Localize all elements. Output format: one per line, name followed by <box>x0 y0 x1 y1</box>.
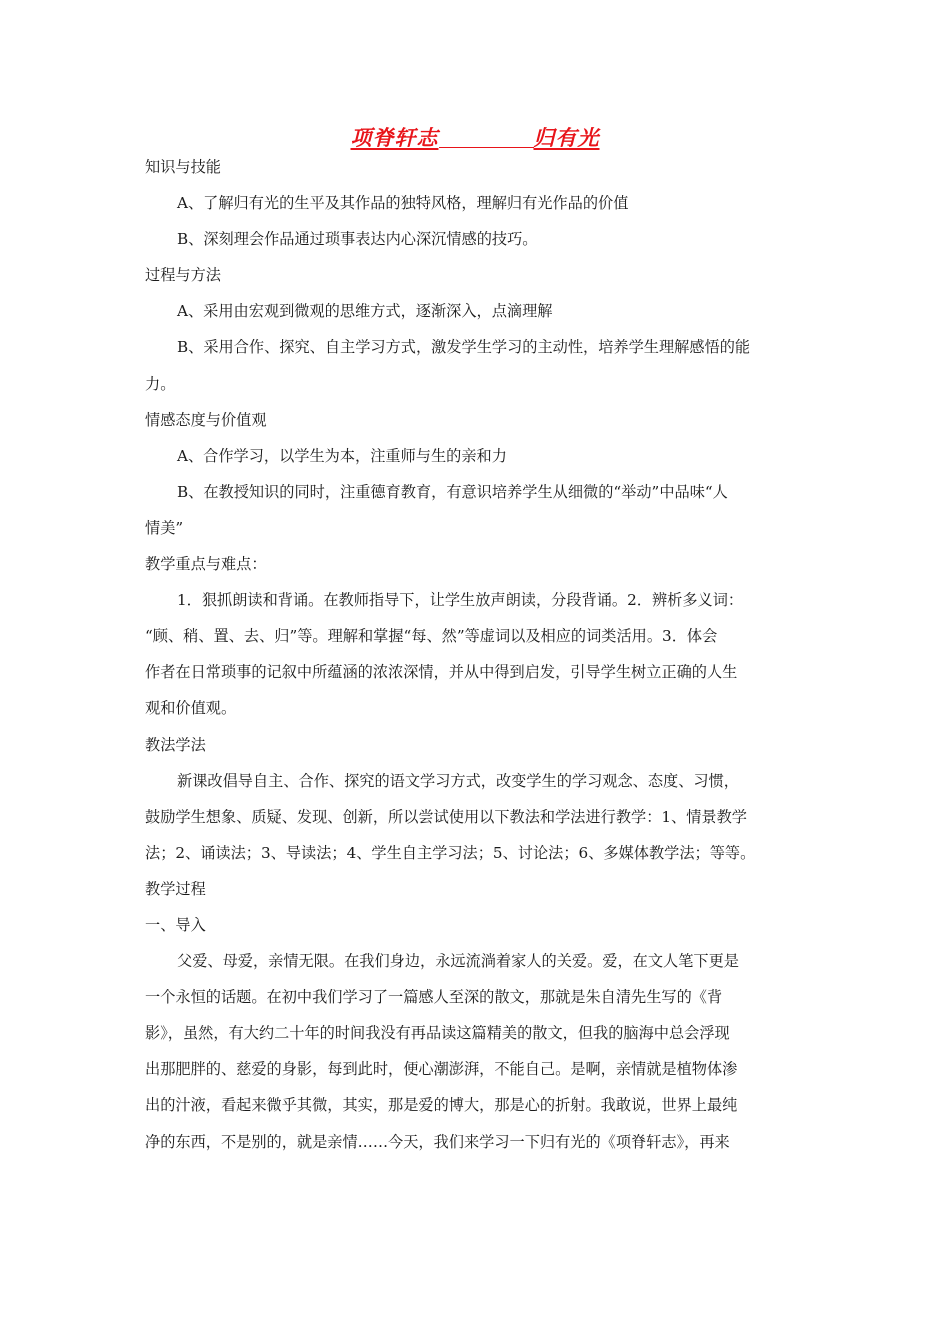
document-title <box>0 122 950 152</box>
title-author: 归有光 <box>533 126 600 150</box>
paragraph-line: A、采用由宏观到微观的思维方式，逐渐深入，点滴理解 <box>177 302 553 321</box>
paragraph-line: 鼓励学生想象、质疑、发现、创新，所以尝试使用以下教法和学法进行教学：1、情景教学 <box>145 807 747 826</box>
title-underline-gap <box>439 146 534 148</box>
section-heading: 情感态度与价值观 <box>145 410 267 429</box>
paragraph-line: 一个永恒的话题。在初中我们学习了一篇感人至深的散文，那就是朱自清先生写的《背 <box>145 988 723 1007</box>
section-heading: 教法学法 <box>145 735 206 754</box>
paragraph-line: 作者在日常琐事的记叙中所蕴涵的浓浓深情，并从中得到启发，引导学生树立正确的人生 <box>145 663 738 682</box>
paragraph-line: “顾、稍、置、去、归”等。理解和掌握“每、然”等虚词以及相应的词类活用。3．体会 <box>145 627 718 646</box>
paragraph-line: B、深刻理会作品通过琐事表达内心深沉情感的技巧。 <box>177 230 538 249</box>
paragraph-line: A、合作学习，以学生为本，注重师与生的亲和力 <box>177 446 507 465</box>
paragraph-line: 出的汁液，看起来微乎其微，其实，那是爱的博大，那是心的折射。我敢说，世界上最纯 <box>145 1096 738 1115</box>
paragraph-line: 净的东西，不是别的，就是亲情……今天，我们来学习一下归有光的《项脊轩志》，再来 <box>145 1132 730 1151</box>
paragraph-line: 父爱、母爱，亲情无限。在我们身边，永远流淌着家人的关爱。爱，在文人笔下更是 <box>177 952 739 971</box>
paragraph-line: A、了解归有光的生平及其作品的独特风格，理解归有光作品的价值 <box>177 194 629 213</box>
paragraph-line: B、采用合作、探究、自主学习方式，激发学生学习的主动性，培养学生理解感悟的能 <box>177 338 751 357</box>
paragraph-line: 1．狠抓朗读和背诵。在教师指导下，让学生放声朗读，分段背诵。2．辨析多义词： <box>177 591 744 610</box>
section-heading: 教学过程 <box>145 879 206 898</box>
paragraph-line: 力。 <box>145 374 176 393</box>
subsection-heading: 一、导入 <box>145 915 206 934</box>
paragraph-line: 观和价值观。 <box>145 699 237 718</box>
section-heading: 教学重点与难点： <box>145 555 267 574</box>
paragraph-line: 新课改倡导自主、合作、探究的语文学习方式，改变学生的学习观念、态度、习惯， <box>177 771 739 790</box>
section-heading: 知识与技能 <box>145 158 221 176</box>
document-body <box>145 149 810 1160</box>
paragraph-line: 影》，虽然，有大约二十年的时间我没有再品读这篇精美的散文，但我的脑海中总会浮现 <box>145 1024 730 1043</box>
paragraph-line: 出那肥胖的、慈爱的身影，每到此时，便心潮澎湃，不能自己。是啊，亲情就是植物体渗 <box>145 1060 738 1079</box>
section-heading: 过程与方法 <box>145 266 221 285</box>
paragraph-line: B、在教授知识的同时，注重德育教育，有意识培养学生从细微的“举动”中品味“人 <box>177 482 728 501</box>
paragraph-line: 情美” <box>145 518 184 537</box>
paragraph-line: 法；2、诵读法；3、导读法；4、学生自主学习法；5、讨论法；6、多媒体教学法；等等。 <box>145 843 756 862</box>
title-main: 项脊轩志 <box>350 126 439 150</box>
